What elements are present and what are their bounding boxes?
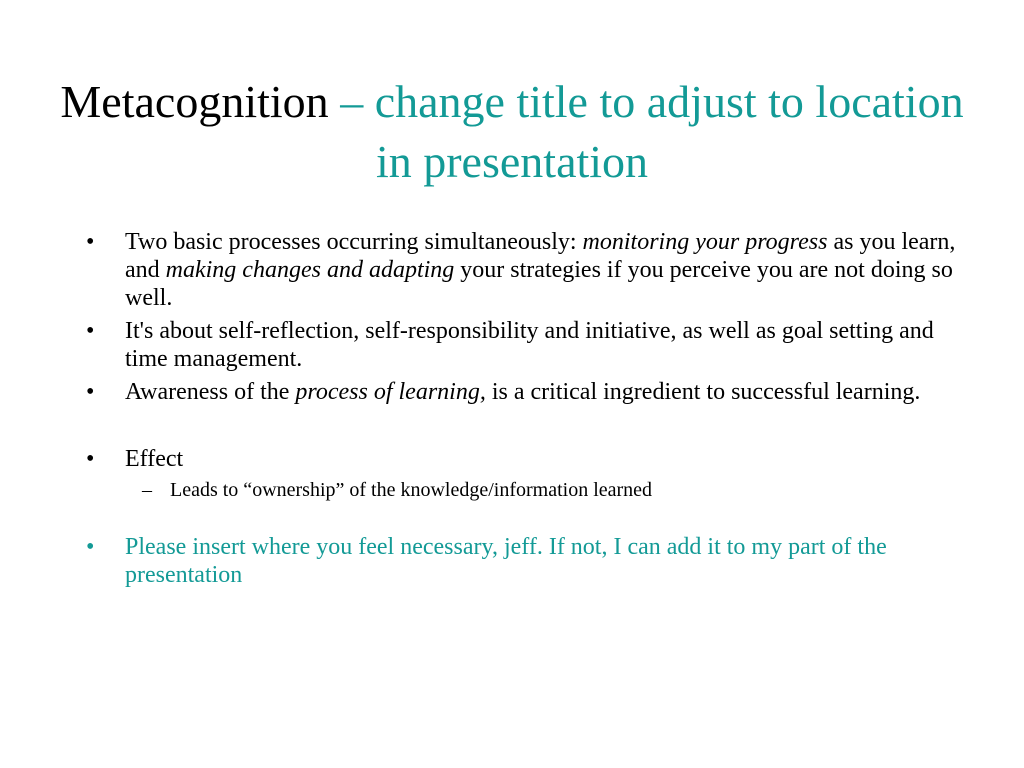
sub-bullet-marker: – bbox=[142, 479, 152, 501]
bullet-marker: • bbox=[86, 318, 95, 344]
bullet-text: your strategies if you perceive you are not doing so well. bbox=[125, 257, 953, 311]
bullet-text: Effect bbox=[125, 446, 184, 472]
bullet-item bbox=[86, 228, 966, 312]
title-note: – change title to adjust to location in presentation bbox=[328, 76, 964, 187]
bullet-text: Awareness of the bbox=[125, 379, 296, 405]
bullet-text: Please insert where you feel necessary, jeff. If not, I can add it to my part of the presentation bbox=[125, 534, 887, 588]
bullet-emphasis: monitoring your progress bbox=[582, 229, 828, 255]
slide-title bbox=[60, 72, 964, 192]
bullet-item bbox=[86, 445, 966, 473]
bullet-text: is a critical ingredient to successful learning. bbox=[485, 379, 921, 405]
title-main: Metacognition bbox=[60, 76, 329, 127]
bullet-marker: • bbox=[86, 229, 95, 255]
bullet-item-note bbox=[86, 533, 966, 589]
bullet-text: Two basic processes occurring simultaneously: bbox=[125, 229, 583, 255]
spacer bbox=[86, 411, 966, 445]
sub-bullet-text: Leads to “ownership” of the knowledge/information learned bbox=[170, 479, 653, 501]
bullet-emphasis: process of learning, bbox=[295, 379, 486, 405]
bullet-item bbox=[86, 378, 966, 406]
bullet-text: as you learn, and bbox=[125, 229, 956, 283]
bullet-marker: • bbox=[86, 534, 95, 560]
spacer bbox=[86, 503, 966, 533]
bullet-marker: • bbox=[86, 446, 95, 472]
bullet-emphasis: making changes and adapting bbox=[165, 257, 455, 283]
slide-body bbox=[86, 228, 966, 594]
bullet-marker: • bbox=[86, 379, 95, 405]
bullet-item bbox=[86, 317, 966, 373]
bullet-text: It's about self-reflection, self-responsibility and initiative, as well as goal setting and time management. bbox=[125, 318, 934, 372]
sub-bullet-item bbox=[86, 477, 966, 503]
